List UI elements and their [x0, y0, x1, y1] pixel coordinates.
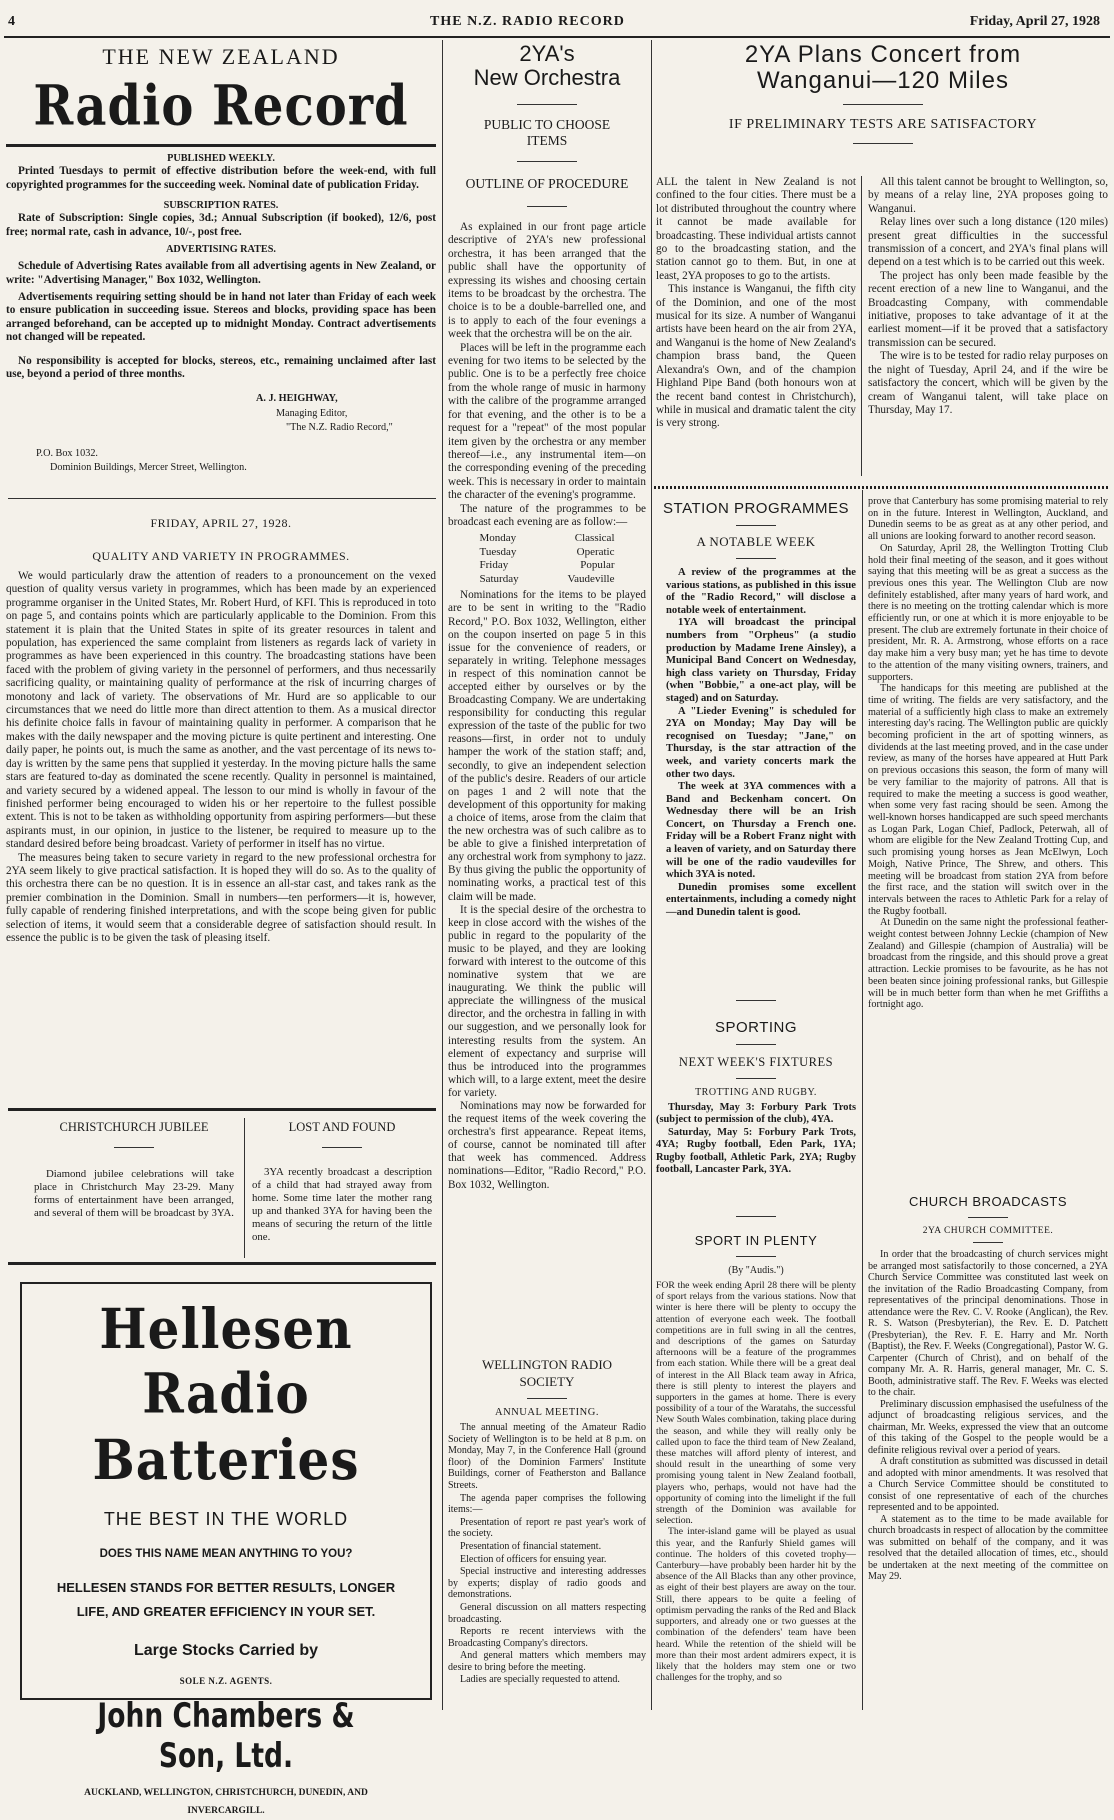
published-text: Printed Tuesdays to permit of effective distribution before the week-end, with full copyrighted programmes for the succeeding week. Nominal date of publication Friday.: [6, 165, 436, 191]
station-programmes-article: [656, 500, 856, 920]
column-rule-3: [862, 490, 863, 1710]
orchestra-schedule: [480, 532, 615, 586]
orchestra-rule-3: [527, 206, 567, 207]
sporting-rule: [736, 1044, 776, 1045]
church-broadcasts-article: [868, 1194, 1108, 1583]
society-paragraph-9: And general matters which members may desire to bring before the meeting.: [448, 1650, 646, 1673]
church-paragraph-3: A draft constitution as submitted was discussed in detail and adopted with minor amendments. It was resolved that a Church Service Committee should be constituted to consist of one representative of each of the churches represented and to be appointed.: [868, 1456, 1108, 1513]
orchestra-rule-2: [517, 161, 577, 162]
orchestra-title-2: New Orchestra: [473, 65, 621, 90]
ad-claim: HELLESEN STANDS FOR BETTER RESULTS, LONGER LIFE, AND GREATER EFFICIENCY IN YOUR SET.: [56, 1580, 396, 1619]
stations-rule-2: [736, 558, 776, 559]
advertising-text-1: Schedule of Advertising Rates available from all advertising agents in New Zealand, or write: "Advertising Manager," Box 1032, Wellington.: [6, 260, 436, 286]
church-rule: [968, 1217, 1008, 1218]
schedule-row: Tuesday Operatic: [479, 545, 615, 558]
sporting-subhead: NEXT WEEK'S FIXTURES: [678, 1055, 834, 1069]
society-paragraph-7: General discussion on all matters respecting broadcasting.: [448, 1601, 646, 1625]
orchestra-paragraph-4: Nominations for the items to be played are to be sent in writing to the "Radio Record," P.O. Box 1032, Wellington, either on the coupon inserted on page 5 in this issue for the convenience of readers, or separately in writing. Telephone messages in respect of this nomination cannot be accepted either by ourselves or by the Broadcasting Company. We are undertaking responsibility for conducting this regular expression of the taste of the public for two reasons—first, in order not to unduly hamper the work of the station staff; and, secondly, to give an independent selection of the public's desire. Readers of our article on pages 1 and 2 will note that the development of this opportunity for making a choice of items, arose from the claim that the new orchestra was of such calibre as to be able to give a finished interpretation of any orchestral work from symphony to jazz. By thus giving the public the opportunity of nominating works, a practical test of this claim will be made.: [448, 589, 646, 903]
editor-title: Managing Editor,: [276, 407, 348, 419]
wanganui-subhead: IF PRELIMINARY TESTS ARE SATISFACTORY: [728, 117, 1038, 132]
small-items-divider: [244, 1118, 245, 1258]
schedule-row: Monday Classical: [479, 532, 615, 545]
wanganui-paragraph-2: This instance is Wanganui, the fifth city of the Dominion, and one of the most musical for its size. A number of Wanganui artists have been heard on the air from 2YA, and Wanganui is the home of New Zealand's champion brass band, the Queen Alexandra's Own, and of the champion Highland Pipe Band (both honours won at the recent band contest in Christchurch), while in musical and dramatic talent the city is very strong.: [656, 283, 856, 430]
editor-name: A. J. HEIGHWAY,: [256, 393, 338, 405]
wanganui-title-1: 2YA Plans Concert from: [744, 41, 1022, 68]
lost-found-rule: [322, 1147, 362, 1148]
society-subhead: ANNUAL MEETING.: [495, 1407, 599, 1418]
society-paragraph-2: The agenda paper comprises the following items:—: [448, 1492, 646, 1516]
society-paragraph-6: Special instructive and interesting addresses by experts; display of radio goods and demonstrations.: [448, 1566, 646, 1601]
advertising-text-2: Advertisements requiring setting should be in hand not later than Friday of each week to ensure publication in succeeding issue. Stereos and blocks, providing space has been arranged beforehand, can be accepted up to midnight Monday. Contract advertisements not changed will be repeated.: [6, 291, 436, 344]
po-box: P.O. Box 1032.: [36, 448, 98, 460]
church-paragraph-4: A statement as to the time to be made available for church broadcasts in respect of allocation by the committee was submitted on behalf of the company, and it was resolved that the detailed allocation of times, etc., should be undertaken at the next meeting of the committee on May 29.: [868, 1513, 1108, 1582]
masthead-logo: Radio Record: [33, 73, 409, 139]
wanganui-rule: [843, 104, 923, 105]
masthead-bottom-rule: [8, 498, 436, 499]
subscription-text: Rate of Subscription: Single copies, 3d.; Annual Subscription (if booked), 12/6, post free; normal rate, cash in advance, 10/-, post free.: [6, 212, 436, 238]
church-subhead: 2YA CHURCH COMMITTEE.: [922, 1226, 1054, 1236]
col4-paragraph-1: On Saturday, April 28, the Wellington Trotting Club hold their final meeting of the season, and it goes without saying that this meeting will be as great a success as the previous ones this year. The Wellington Club are now definitely established, after many years of hard work, and there is no meeting on the trotting calendar which is more efficiently run, or one at which it is more enjoyable to be present. The club are extremely fortunate in their choice of president, Mr. R. A. Armstrong, whose efforts on a race day make him a very busy man; yet he has time to devote to the attention of the many visiting owners, trainers, and supporters.: [868, 542, 1108, 683]
running-header: [0, 14, 1114, 36]
lost-and-found: [252, 1120, 432, 1244]
editorial-bottom-rule: [8, 1108, 436, 1111]
society-paragraph-10: Ladies are specially requested to attend.: [460, 1674, 620, 1686]
issue-date: Friday, April 27, 1928: [969, 14, 1100, 29]
orchestra-article: [448, 42, 646, 1192]
orchestra-title-1: 2YA's: [519, 41, 575, 66]
wanganui-rule-2: [853, 143, 913, 144]
orchestra-rule-1: [517, 104, 577, 105]
ad-company: John Chambers & Son, Ltd.: [97, 1696, 355, 1776]
orchestra-paragraph-6: Nominations may now be forwarded for the request items of the week covering the orchestra's first appearance. Repeat items, of course, cannot be nominated till after that week has commenced. Address nominations—Editor, "Radio Record," P.O. Box 1032, Wellington.: [448, 1100, 646, 1191]
editorial-paragraph-2: The measures being taken to secure variety in regard to the new professional orchestra for 2YA seem likely to give practical satisfaction. It is hoped they will do so. As to the quality of this orchestra there can be no question. It is in essence an all-star cast, and takes rank as the premier combination in the Dominion. Small in numbers—ten performers—it is, however, fully capable of rendering finished interpretations, and with the scope being given for public selection of items, it would seem that a considerable degree of satisfaction should result. In essence the public is to be given the task of pleasing itself.: [6, 851, 436, 944]
orchestra-subhead-1: PUBLIC TO CHOOSE ITEMS: [483, 117, 611, 148]
society-paragraph-5: Election of officers for ensuing year.: [460, 1553, 607, 1565]
column-rule-1: [442, 40, 443, 1710]
church-paragraph-2: Preliminary discussion emphasised the usefulness of the adjunct of broadcasting religious services, and the chairman, Mr. Weeks, expressed the view that an outcome of this taking of the Gospel to the people would be a definite religious revival over a period of years.: [868, 1398, 1108, 1456]
wanganui-title-2: Wanganui—120 Miles: [757, 67, 1009, 94]
stations-paragraph-4: The week at 3YA commences with a Band and Beckenham concert. On Wednesday there will be an Irish Concert, on Thursday a French one. Friday will be a Robert Franz night with a leaven of variety, and on Saturday there will be one of the radio vaudevilles for which 3YA is noted.: [666, 781, 856, 881]
ad-agents: SOLE N.Z. AGENTS.: [179, 1676, 273, 1686]
orchestra-paragraph-5: It is the special desire of the orchestra to keep in close accord with the wishes of the public in regard to the popularity of the music to be played, and they are looking forward with interest to the outcome of this nominative system that we are inaugurating. We think the public will appreciate the willingness of the musical director, and the orchestra in falling in with our suggestion, and we personally look for interesting results from the system. An element of expectancy and surprise will thus be introduced into the programmes which will, to a large extent, meet the desire for variety.: [448, 903, 646, 1099]
plenty-paragraph-2: The inter-island game will be played as usual this year, and the Ranfurly Shield games will continue. The holders of this coveted trophy—Canterbury—have probably been harder hit by the absence of the All Blacks than any other province, as eight of their best players are away on the tour. Still, there appears to be quite a feeling of optimism pervading the ranks of the Red and Black supporters, and already one or two guesses at the combination of the defenders' team have been heard. While the retention of the shield will be more than their most ardent admirers expect, it is likely that the holders may stem one or two challenges for the trophy, and so: [656, 1526, 856, 1684]
plenty-title: SPORT IN PLENTY: [694, 1233, 818, 1248]
plenty-top-rule: [736, 1216, 776, 1217]
plenty-byline: (By "Audis."): [728, 1265, 784, 1276]
masthead-line1: THE NEW ZEALAND: [102, 44, 340, 69]
ad-product: Batteries: [92, 1427, 360, 1492]
ad-brand: Hellesen Radio: [99, 1296, 353, 1426]
stations-paragraph-1: A review of the programmes at the various stations, as published in this issue of the "Radio Record," will disclose a notable week of entertainment.: [666, 567, 856, 616]
christchurch-jubilee: [34, 1120, 234, 1220]
lost-found-text: 3YA recently broadcast a description of a child that had strayed away from home. Some time later the mother rang up and thanked 3YA for having been the means of securing the return of the little one.: [252, 1166, 432, 1243]
sport-in-plenty-article: [656, 1216, 856, 1683]
stations-paragraph-2: 1YA will broadcast the principal numbers from "Orpheus" (a studio production by Madame Irene Ainsley), a Municipal Band Concert on Wednesday, high class variety on Thursday, Friday (when "Bobbie," a one-act play, will be staged) and on Saturday.: [666, 617, 856, 704]
stations-paragraph-3: A "Lieder Evening" is scheduled for 2YA on Monday; May Day will be recognised on Tuesday; "Jane," on Thursday, is the star attraction of the week, and variety concerts mark the other two days.: [666, 705, 856, 780]
ad-question: DOES THIS NAME MEAN ANYTHING TO YOU?: [99, 1548, 353, 1560]
wanganui-article: [656, 42, 1110, 154]
subscription-heading: SUBSCRIPTION RATES.: [163, 200, 279, 212]
sporting-article: [656, 1000, 856, 1176]
society-paragraph-8: Reports re recent interviews with the Broadcasting Company's directors.: [448, 1626, 646, 1649]
stations-subhead: A NOTABLE WEEK: [696, 534, 816, 549]
society-paragraph-1: The annual meeting of the Amateur Radio Society of Wellington is to be held at 8 p.m. on Monday, May 7, in the Conference Hall (ground floor) of the Dominion Farmers' Institute Buildings, corner of Featherston and Ballance Streets.: [448, 1422, 646, 1491]
wanganui-paragraph-6: The wire is to be tested for radio relay purposes on the night of Tuesday, April 24, and if the wire be satisfactory the concert, which will be given by the cream of Wanganui talent, will take place on Thursday, May 17.: [868, 350, 1108, 416]
orchestra-subhead-2: OUTLINE OF PROCEDURE: [465, 176, 629, 191]
church-title: CHURCH BROADCASTS: [908, 1194, 1067, 1209]
ad-cities: AUCKLAND, WELLINGTON, CHRISTCHURCH, DUNEDIN, AND INVERCARGILL.: [84, 1788, 368, 1816]
wanganui-column-divider: [861, 176, 862, 476]
plenty-rule: [736, 1256, 776, 1257]
ad-stocks: Large Stocks Carried by: [133, 1642, 319, 1659]
wanganui-bottom-rule: [654, 486, 1110, 489]
orchestra-paragraph-3: The nature of the programmes to be broadcast each evening are as follow:—: [448, 502, 646, 528]
jubilee-text: Diamond jubilee celebrations will take place in Christchurch May 23-29. Many forms of entertainment have been arranged, and several of them will be broadcast by 3YA.: [34, 1168, 234, 1219]
wanganui-paragraph-1: ALL the talent in New Zealand is not confined to the four cities. There must be a lot distributed throughout the country where it cannot be made available for broadcasting. These individual artists cannot go to the broadcasting station, and the station cannot go to them. But, in one at least, 2YA proposes to go to the artists.: [656, 176, 856, 282]
sporting-title: SPORTING: [714, 1019, 798, 1036]
editorial-dateline: FRIDAY, APRIL 27, 1928.: [150, 516, 292, 530]
church-rule-2: [973, 1242, 1003, 1243]
hellesen-advertisement: [20, 1282, 432, 1816]
col4-paragraph-2: The handicaps for this meeting are published at the time of writing. The fields are very satisfactory, and the material of a sufficiently high class to make an extremely interesting day's racing. The Wellington public are quickly becoming proficient in the art of spotting winners, as dividends at the last meeting proved, and in the case under review, as many of the horses have appeared at Hutt Park on previous occasions this season, the form of many will be very familiar to the majority of patrons. All that is required to make the meeting a success is good weather, when some very fast racing should be seen. Among the well-known horses handicapped are such speed merchants as Logan Park, Logan Chief, Padlock, Peterwah, all of whom are eligible for the New Zealand Trotting Cup, and such promising young horses as Jean McElwyn, Loch Moigh, Native Prince, The Shrew, and others. This meeting will be broadcast from station 2YA from before the first race, and the station will switch over in the intervals between the races to Athletic Park for a relay of the Rugby football.: [868, 683, 1108, 917]
stations-paragraph-5: Dunedin promises some excellent entertainments, including a comedy night—and Dunedin talent is good.: [666, 881, 856, 919]
masthead-rule: [6, 144, 436, 147]
wanganui-paragraph-5: The project has only been made feasible by the recent erection of a new line to Wanganui, and the Broadcasting Company, with commendable initiative, proposes to take advantage of it at the earliest moment—if it be proved that a satisfactory transmission can be secured.: [868, 269, 1108, 349]
col4-paragraph-0: prove that Canterbury has some promising material to rely on in the future. Interest in Wellington, Auckland, and Dunedin seems to be as great as at any other period, and all unions are looking forward to another record season.: [868, 496, 1108, 543]
editor-paper: "The N.Z. Radio Record,": [286, 421, 393, 433]
orchestra-paragraph-1: As explained in our front page article descriptive of 2YA's new professional orchestra, it has been arranged that the public shall have the opportunity of expressing its wishes and choosing certain items to be broadcast by the orchestra. The choice is to be a double-barrelled one, and is to apply to each of the four evenings a week that the orchestra will be on the air.: [448, 221, 646, 341]
jubilee-title: CHRISTCHURCH JUBILEE: [59, 1120, 209, 1134]
column-rule-2: [651, 40, 652, 1710]
paper-name: THE N.Z. RADIO RECORD: [430, 14, 625, 29]
society-title: WELLINGTON RADIO SOCIETY: [481, 1357, 613, 1389]
radio-society-article: [448, 1356, 646, 1687]
responsibility-text: No responsibility is accepted for blocks, stereos, etc., remaining unclaimed after last use, beyond a period of three months.: [6, 354, 436, 381]
address: Dominion Buildings, Mercer Street, Wellington.: [50, 462, 247, 474]
orchestra-paragraph-2: Places will be left in the programme each evening for two items to be selected by the public. One is to be a perfectly free choice from the whole range of music in harmony with the calibre of the programme arranged for that evening, and the other is to be a request for a "repeat" of the most popular item given by the orchestra or any member thereof—i.e., any instrumental item—on the corresponding evening of the preceding week. This is necessary in order to maintain the character of the evening's programme.: [448, 341, 646, 502]
advertising-heading: ADVERTISING RATES.: [166, 244, 276, 256]
society-paragraph-3: Presentation of report re past year's work of the society.: [448, 1516, 646, 1540]
wanganui-column-2: [868, 176, 1108, 417]
fixture-thursday: Thursday, May 3: Forbury Park Trots (subject to permission of the club), 4YA.: [656, 1102, 856, 1126]
plenty-paragraph-1: FOR the week ending April 28 there will be plenty of sport relays from the various stations. Now that winter is here there will be plenty to occupy the attention of everyone each week. The football competitions are in full swing in all the centres, and descriptions of the games on Saturday afternoons will be a feature of the programmes from each station. While there will be a great deal of interest in the All Black team away in Africa, there is still plenty to interest the players and supporters in the games at home. There is every possibility of a tour of the Waratahs, the successful New South Wales combination, taking place during the season, and while they will really only be called upon to face the third team of New Zealand, these matches will afford plenty of interest, and should result in the unearthing of some very promising young talent in New Zealand football, players who, perhaps, would not have had the opportunity of coming into the limelight if the full strength of the Dominion was available for selection.: [656, 1280, 856, 1527]
page-number: 4: [8, 14, 15, 29]
stations-rule: [736, 525, 776, 526]
sporting-rule-2: [736, 1078, 776, 1079]
stations-title: STATION PROGRAMMES: [663, 500, 849, 517]
fixture-saturday: Saturday, May 5: Forbury Park Trots, 4YA; Rugby football, Eden Park, 1YA; Rugby football, Athletic Park, 2YA; Rugby football, Lancaster Park, 3YA.: [656, 1126, 856, 1176]
church-paragraph-1: In order that the broadcasting of church services might be arranged most satisfactorily to those concerned, a 2YA Church Service Committee was constituted last week on the invitation of the Radio Broadcasting Company, from representatives of the principal denominations. Those in attendance were the Rev. C. V. Rooke (Anglican), the Rev. R. S. Watson (Presbyterian), the Rev. E. D. Patchett (Presbyterian), the Rev. F. E. Harry and Mr. North (Baptist), the Rev. F. Weeks (Congregational), Pastor W. G. Carpenter (Church of Christ), and on behalf of the company Mr. A. R. Harris, general manager, Mr. C. S. Booth, administrative staff. The Rev. F. Weeks was elected to the chair.: [868, 1249, 1108, 1398]
editorial: [6, 516, 436, 945]
wanganui-column-1: [656, 176, 856, 431]
small-items-bottom-rule: [8, 1262, 436, 1265]
header-rule: [4, 36, 1110, 38]
published-heading: PUBLISHED WEEKLY.: [167, 153, 275, 164]
masthead: [6, 44, 436, 475]
sporting-subhead-2: TROTTING AND RUGBY.: [695, 1087, 817, 1098]
jubilee-rule: [114, 1147, 154, 1148]
wanganui-paragraph-3: All this talent cannot be brought to Wellington, so, by means of a relay line, 2YA proposes going to Wanganui.: [868, 176, 1108, 215]
society-rule: [527, 1398, 567, 1399]
ad-slogan: THE BEST IN THE WORLD: [103, 1509, 349, 1529]
editorial-paragraph-1: We would particularly draw the attention of readers to a pronouncement on the vexed question of quality versus variety in programmes, which has been made by an experienced programme organiser in the United States, Mr. Robert Hurd, of KFI. This is reproduced in toto on page 5, and contains points which are particularly applicable to the Dominion. From this statement it is plain that the United States in spite of its greater resources in talent and population, has experienced the same complaint from listeners as regards lack of variety in programmes as have been experienced in this country. The broadcasting stations have been faced with the problem of giving variety in the personnel of performers, and thus necessarily sacrificing quality, or maintaining quality of performance at the risk of incurring charges of monotony and lack of variety. The observations of Mr. Hurd are so applicable to our circumstances that we need do little more than direct attention to them. As a musical director his definite choice falls in favour of maintaining quality in performer. A comparison that he makes with the daily newspaper and the moving picture is quite pertinent and interesting. One daily paper, he points out, is much the same as another, and the vast percentage of its news to-day is written by the same pens that supplied it yesterday. In the moving picture halls the same stars are featured to-day as dominated the scene recently. Quality in personnel is maintained, and variety secured by a widened appeal. The lesson to our mind is wholly in favour of the finished performer being encouraged to widen his or her repertoire to the fullest possible extent. This is not to be taken as withholding opportunity from aspiring performers—but these aspirants must, in our opinion, in justice to the listener, be required to measure up to the standard desired before being broadcast. Variety of performer in itself has no virtue.: [6, 570, 436, 851]
lost-found-title: LOST AND FOUND: [288, 1120, 396, 1134]
schedule-row: Saturday Vaudeville: [479, 572, 615, 585]
editorial-title: QUALITY AND VARIETY IN PROGRAMMES.: [92, 549, 350, 563]
wanganui-paragraph-4: Relay lines over such a long distance (120 miles) present great difficulties in the successful transmission of a concert, and 2YA's final plans will depend on a test which is to be carried out this week.: [868, 216, 1108, 269]
schedule-row: Friday Popular: [479, 559, 615, 572]
trotting-continued: [868, 496, 1108, 1011]
sporting-top-rule: [736, 1000, 776, 1001]
col4-paragraph-3: At Dunedin on the same night the professional feather-weight contest between Johnny Leckie (champion of New Zealand) and Gillespie (champion of Australia) will be broadcast from the ringside, and this should prove a great attraction. Leckie promises to be favourite, as he has not been beaten since joining professional ranks, but Gillespie will be in much better form than when he met Griffiths a fortnight ago.: [868, 917, 1108, 1011]
society-paragraph-4: Presentation of financial statement.: [460, 1540, 602, 1552]
